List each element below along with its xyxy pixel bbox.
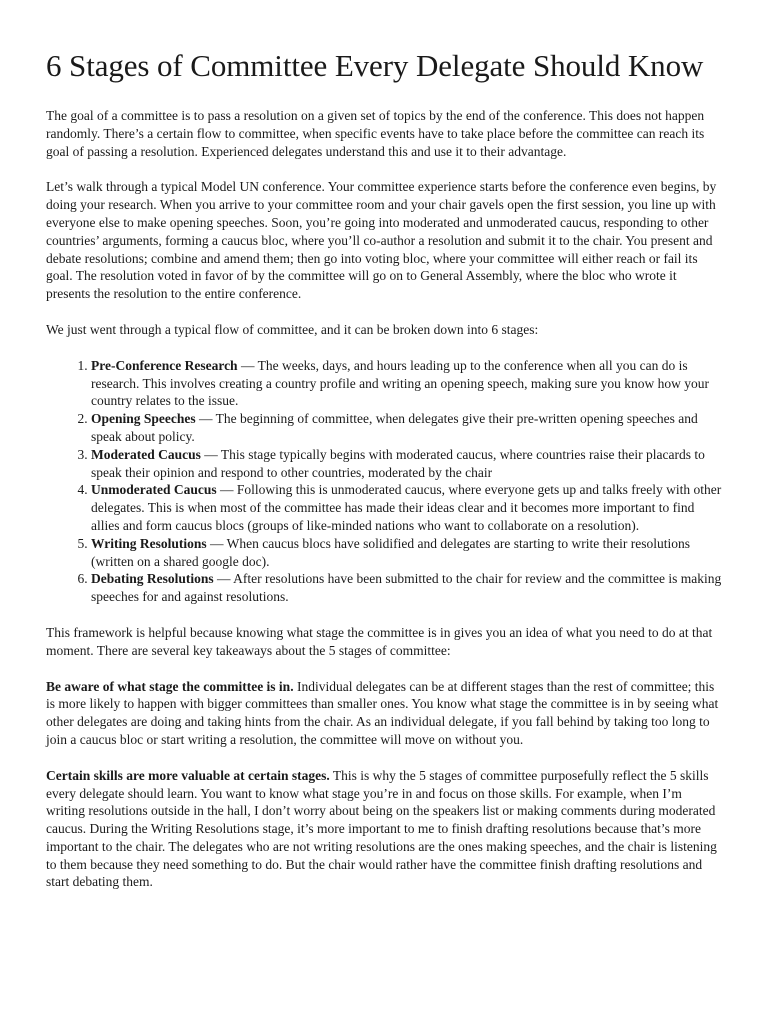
intro-paragraph: The goal of a committee is to pass a resolution on a given set of topics by the end of the conference. This does not happen randomly. There’s a certain flow to committee, when specific events have to take place before the committee can reach its goal of passing a resolution. Experienced delegates understand this and use it to their advantage. — [46, 108, 705, 159]
takeaway-lead: Be aware of what stage the committee is in. — [46, 678, 294, 694]
walkthrough-paragraph: Let’s walk through a typical Model UN conference. Your committee experience starts before the conference even begins, by doing your research. When you arrive to your committee room and your chair gavels open the first session, you line up with everyone else to make opening speeches. Soon, you’re going into moderated and unmoderated caucus, responding to other countries’ arguments, forming a caucus bloc, where you’ll co-author a resolution and submit it to the chair. You present and debate resolutions; combine and amend them; then go into voting bloc, where your committee will either reach or fail its goal. The resolution voted in favor of by the committee will go on to General Assembly, where the bloc who wrote it presents the resolution to the entire conference. — [46, 179, 717, 302]
stage-description: — When caucus blocs have solidified and delegates are starting to write their resolutions (written on a shared google doc). — [91, 535, 690, 569]
framework-paragraph: This framework is helpful because knowing what stage the committee is in gives you an idea of what you need to do at that moment. There are several key takeaways about the 5 stages of committee: — [46, 624, 713, 658]
stages-intro-paragraph: We just went through a typical flow of committee, and it can be broken down into 6 stages: — [46, 321, 539, 337]
stage-name: Unmoderated Caucus — [91, 482, 217, 498]
stage-name: Moderated Caucus — [91, 446, 201, 462]
stage-name: Opening Speeches — [91, 411, 196, 427]
list-item — [91, 446, 724, 482]
takeaway-paragraph-1 — [46, 678, 724, 749]
takeaway-lead: Certain skills are more valuable at certain stages. — [46, 767, 330, 783]
stage-name: Debating Resolutions — [91, 571, 214, 587]
stage-name: Pre-Conference Research — [91, 357, 238, 373]
takeaway-paragraph-2 — [46, 767, 724, 892]
list-item — [91, 570, 724, 606]
list-item — [91, 357, 724, 410]
takeaway-text: Individual delegates can be at different stages than the rest of committee; this is more likely to happen with bigger committees than smaller ones. You know what stage the committee is in by seeing what other delegates are doing and taking hints from the chair. As an individual delegate, if you fall behind by taking too long to join a caucus bloc or start writing a resolution, the committee will move on without you. — [46, 678, 719, 747]
stage-description: — After resolutions have been submitted to the chair for review and the committee is making speeches for and against resolutions. — [91, 571, 722, 605]
stage-description: — This stage typically begins with moderated caucus, where countries raise their placards to speak their opinion and respond to other countries, moderated by the chair — [91, 446, 705, 480]
stage-description: — The weeks, days, and hours leading up to the conference when all you can do is research. This involves creating a country profile and writing an opening speech, making sure you know how your country relates to the issue. — [91, 357, 709, 409]
stages-list — [46, 357, 724, 606]
stage-description: — Following this is unmoderated caucus, where everyone gets up and talks freely with other delegates. This is when most of the committee has made their ideas clear and it becomes more important to find allies and form caucus blocs (groups of like-minded nations who want to collaborate on a resolution). — [91, 482, 722, 533]
page-title: 6 Stages of Committee Every Delegate Should Know — [46, 48, 704, 83]
list-item — [91, 481, 724, 534]
list-item — [91, 535, 724, 571]
stage-name: Writing Resolutions — [91, 535, 207, 551]
stage-description: — The beginning of committee, when delegates give their pre-written opening speeches and speak about policy. — [91, 411, 698, 444]
takeaway-text: This is why the 5 stages of committee purposefully reflect the 5 skills every delegate should learn. You want to know what stage you’re in and focus on those skills. For example, when I’m writing resolutions outside in the hall, I don’t worry about being on the speakers list or making comments during moderated caucus. During the Writing Resolutions stage, it’s more important to me to finish drafting resolutions because that’s more important to the chair. The delegates who are not writing resolutions are the ones making speeches, and the chair is listening to them because they need something to do. But the chair would rather have the committee finish drafting resolutions and start debating them. — [46, 767, 717, 890]
list-item — [91, 410, 724, 446]
